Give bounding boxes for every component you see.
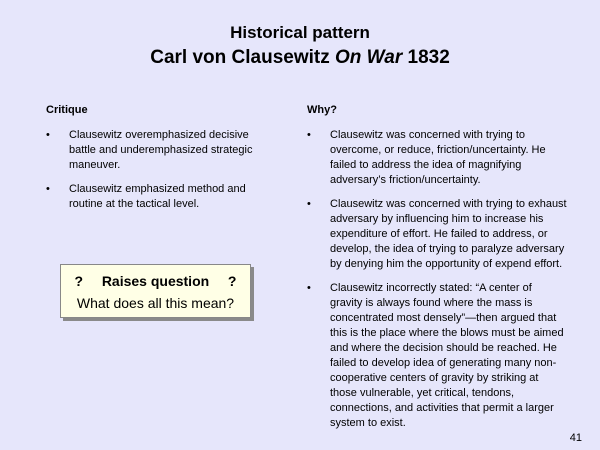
question-mark-right: ? — [227, 273, 237, 289]
list-item-text: Clausewitz overemphasized decisive battle and underemphasized strategic maneuver. — [69, 129, 253, 171]
title-year: 1832 — [402, 47, 450, 68]
bullet-icon: • — [307, 129, 311, 141]
question-callout-label: Raises question — [101, 273, 210, 289]
list-item-text: Clausewitz was concerned with trying to overcome, or reduce, friction/uncertainty. He failed to address the idea of magnifying adversary’s friction/uncertainty. — [330, 129, 546, 186]
slide-title-line1: Historical pattern — [230, 23, 370, 42]
question-callout-text: What does all this mean? — [76, 295, 235, 311]
bullet-icon: • — [46, 129, 50, 141]
list-item — [307, 128, 567, 188]
question-callout-header — [61, 272, 250, 290]
list-item — [307, 197, 567, 272]
list-item — [46, 128, 276, 173]
critique-heading: Critique — [46, 104, 88, 116]
critique-list — [46, 128, 276, 212]
question-mark-left: ? — [74, 273, 84, 289]
title-author: Carl von Clausewitz — [150, 47, 335, 68]
list-item-text: Clausewitz was concerned with trying to exhaust adversary by influencing him to increase his expenditure of effort. He failed to address, or develop, the idea of trying to paralyze adversary by denying him the opportunity of expend effort. — [330, 198, 567, 270]
list-item — [307, 281, 567, 431]
why-list — [307, 128, 567, 431]
bullet-icon: • — [307, 282, 311, 294]
list-item — [46, 182, 276, 212]
critique-column — [46, 103, 276, 221]
why-heading: Why? — [307, 104, 337, 116]
title-work: On War — [335, 47, 403, 68]
page-number: 41 — [569, 432, 582, 444]
slide-title-line2 — [0, 46, 600, 70]
bullet-icon: • — [46, 183, 50, 195]
why-column — [307, 103, 567, 440]
slide-title — [0, 22, 600, 70]
list-item-text: Clausewitz emphasized method and routine at the tactical level. — [69, 183, 246, 210]
list-item-text: Clausewitz incorrectly stated: “A center of gravity is always found where the mass is concentrated most densely”—then argued that this is the place where the blows must be aimed and where the decision should be reached. He failed to develop idea of generating many non-cooperative centers of gravity by striking at those vulnerable, yet critical, tendons, connections, and activities that permit a larger system to exist. — [330, 282, 564, 429]
question-callout — [60, 264, 251, 318]
bullet-icon: • — [307, 198, 311, 210]
